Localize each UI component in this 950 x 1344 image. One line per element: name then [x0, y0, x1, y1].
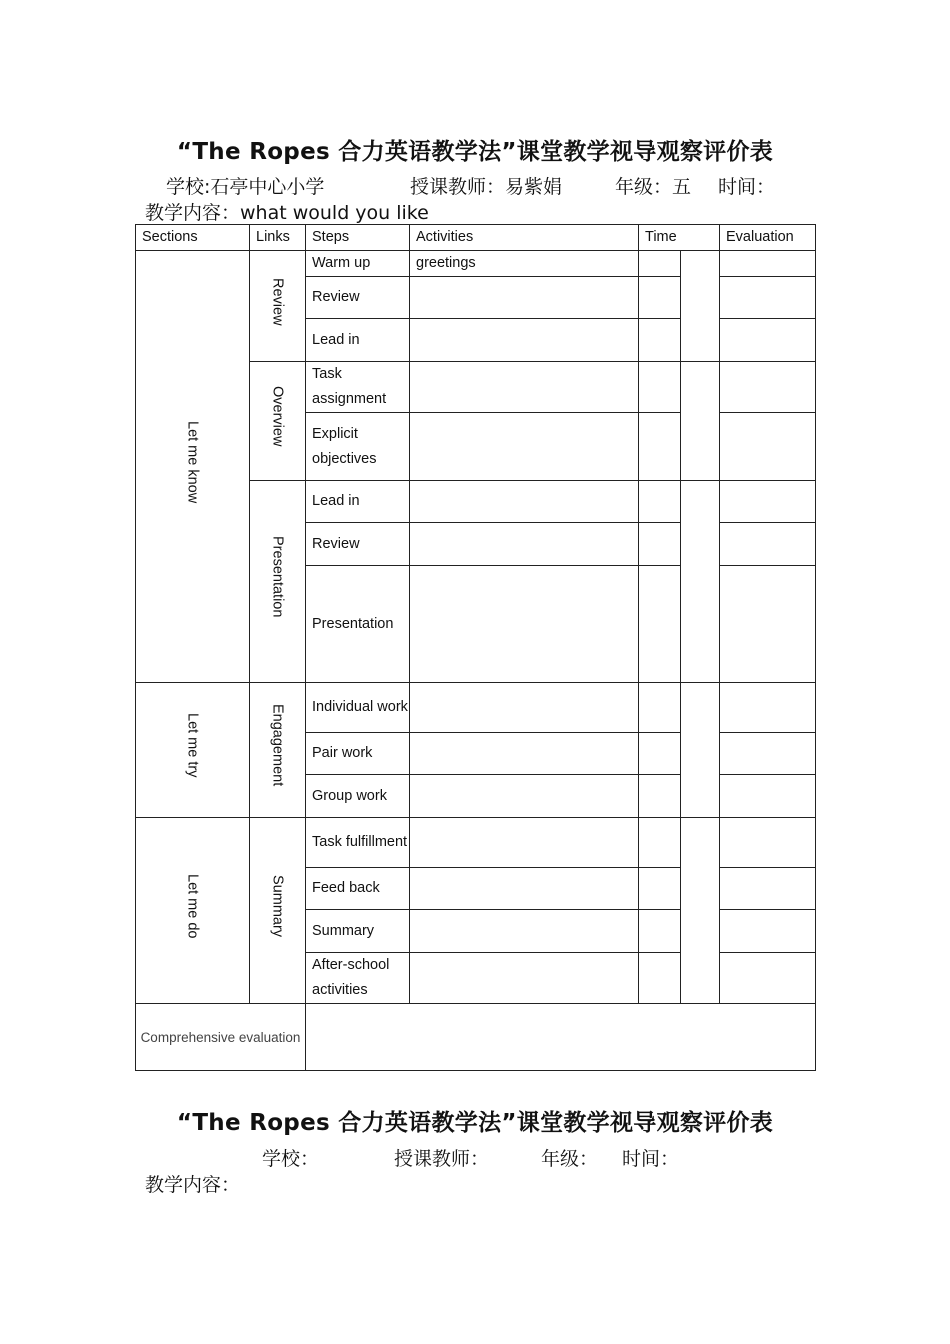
- form-title-2: “The Ropes 合力英语教学法”课堂教学视导观察评价表: [176, 1110, 774, 1136]
- evaluation-cell: [720, 733, 816, 775]
- evaluation-cell: [720, 362, 816, 413]
- link-label: Engagement: [269, 704, 286, 787]
- step-cell: Individual work: [306, 683, 410, 733]
- step-cell: Warm up: [306, 251, 410, 277]
- section-cell: [136, 683, 250, 818]
- header-evaluation: Evaluation: [720, 225, 816, 251]
- activity-cell: [410, 910, 639, 953]
- step-cell: Lead in: [306, 319, 410, 362]
- step-cell: Review: [306, 277, 410, 319]
- section-cell: [136, 818, 250, 1004]
- time-cell: [639, 523, 681, 566]
- evaluation-cell: [720, 683, 816, 733]
- time-group-cell: [681, 481, 720, 683]
- section-label: Let me try: [184, 713, 201, 778]
- evaluation-cell: [720, 481, 816, 523]
- activity-cell: greetings: [410, 251, 639, 277]
- evaluation-cell: [720, 251, 816, 277]
- comprehensive-evaluation-label: Comprehensive evaluation: [136, 1004, 306, 1071]
- step-cell: Task fulfillment: [306, 818, 410, 868]
- grade-label: 年级：五: [615, 176, 692, 198]
- time-label-2: 时间：: [622, 1148, 680, 1170]
- section-label: Let me know: [184, 420, 201, 504]
- evaluation-cell: [720, 523, 816, 566]
- time-group-cell: [681, 362, 720, 481]
- link-cell: [250, 818, 306, 1004]
- time-cell: [639, 481, 681, 523]
- link-label: Review: [269, 277, 286, 326]
- time-cell: [639, 818, 681, 868]
- section-cell: [136, 251, 250, 683]
- table-row: [136, 818, 816, 868]
- time-cell: [639, 277, 681, 319]
- evaluation-cell: [720, 953, 816, 1004]
- time-cell: [639, 251, 681, 277]
- school-label: 学校:石亭中心小学: [166, 176, 325, 198]
- teaching-content-label: 教学内容：what would you like: [145, 202, 429, 224]
- activity-cell: [410, 481, 639, 523]
- link-label: Overview: [269, 386, 286, 447]
- link-cell: [250, 481, 306, 683]
- evaluation-cell: [720, 319, 816, 362]
- step-cell: Presentation: [306, 566, 410, 683]
- table-row: [136, 683, 816, 733]
- table-header-row: [136, 225, 816, 251]
- step-cell: Summary: [306, 910, 410, 953]
- table-row: [136, 251, 816, 277]
- comprehensive-evaluation-cell: [306, 1004, 816, 1071]
- evaluation-cell: [720, 775, 816, 818]
- activity-cell: [410, 523, 639, 566]
- time-cell: [639, 319, 681, 362]
- section-label: Let me do: [184, 873, 201, 939]
- school-label-2: 学校：: [262, 1148, 320, 1170]
- activity-cell: [410, 733, 639, 775]
- evaluation-cell: [720, 277, 816, 319]
- header-sections: Sections: [136, 225, 250, 251]
- evaluation-cell: [720, 566, 816, 683]
- step-cell: Task assignment: [306, 362, 410, 413]
- activity-cell: [410, 566, 639, 683]
- header-time: Time: [639, 225, 720, 251]
- evaluation-cell: [720, 910, 816, 953]
- teacher-label: 授课教师：易紫娟: [410, 176, 563, 198]
- time-cell: [639, 413, 681, 481]
- step-cell: Group work: [306, 775, 410, 818]
- activity-cell: [410, 277, 639, 319]
- activity-cell: [410, 362, 639, 413]
- activity-cell: [410, 818, 639, 868]
- time-label: 时间：: [718, 176, 776, 198]
- step-cell: Pair work: [306, 733, 410, 775]
- link-cell: [250, 683, 306, 818]
- time-cell: [639, 953, 681, 1004]
- teacher-label-2: 授课教师：: [394, 1148, 490, 1170]
- evaluation-cell: [720, 818, 816, 868]
- time-cell: [639, 868, 681, 910]
- evaluation-cell: [720, 868, 816, 910]
- header-steps: Steps: [306, 225, 410, 251]
- time-cell: [639, 910, 681, 953]
- link-label: Summary: [269, 874, 286, 938]
- step-cell: Explicit objectives: [306, 413, 410, 481]
- evaluation-table: [135, 224, 816, 1071]
- time-group-cell: [681, 683, 720, 818]
- header-links: Links: [250, 225, 306, 251]
- time-cell: [639, 775, 681, 818]
- step-cell: Feed back: [306, 868, 410, 910]
- time-cell: [639, 566, 681, 683]
- teaching-content-label-2: 教学内容：: [145, 1174, 241, 1196]
- activity-cell: [410, 953, 639, 1004]
- step-cell: Lead in: [306, 481, 410, 523]
- time-cell: [639, 733, 681, 775]
- activity-cell: [410, 319, 639, 362]
- time-group-cell: [681, 818, 720, 1004]
- link-label: Presentation: [269, 536, 286, 618]
- activity-cell: [410, 683, 639, 733]
- time-cell: [639, 362, 681, 413]
- form-info-line-2: [0, 1144, 950, 1170]
- activity-cell: [410, 775, 639, 818]
- link-cell: [250, 251, 306, 362]
- activity-cell: [410, 413, 639, 481]
- step-cell: After-school activities: [306, 953, 410, 1004]
- grade-label-2: 年级：: [541, 1148, 599, 1170]
- step-cell: Review: [306, 523, 410, 566]
- form-info-line: [0, 172, 950, 198]
- time-group-cell: [681, 251, 720, 362]
- time-cell: [639, 683, 681, 733]
- link-cell: [250, 362, 306, 481]
- activity-cell: [410, 868, 639, 910]
- header-activities: Activities: [410, 225, 639, 251]
- form-title: “The Ropes 合力英语教学法”课堂教学视导观察评价表: [176, 139, 774, 165]
- comprehensive-row: [136, 1004, 816, 1071]
- evaluation-cell: [720, 413, 816, 481]
